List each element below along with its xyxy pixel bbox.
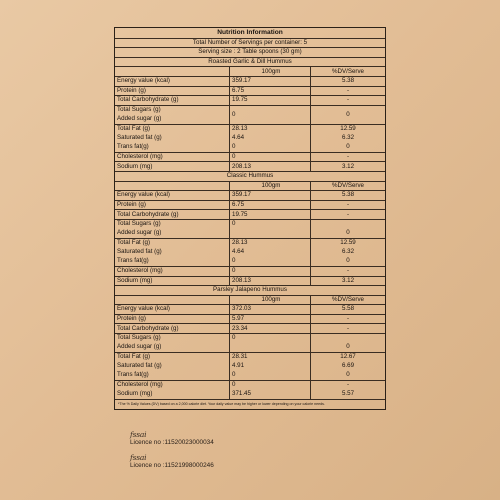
value-100g: 359.17 bbox=[230, 191, 311, 200]
licence-entry bbox=[130, 430, 214, 448]
section-name: Classic Hummus bbox=[226, 172, 274, 180]
table-row-group bbox=[115, 333, 385, 352]
licence-number: Licence no :11520023000034 bbox=[130, 439, 214, 446]
value-dv: - bbox=[346, 96, 350, 104]
nutrient-label: Cholesterol (mg) bbox=[115, 153, 230, 162]
nutrient-label: Energy value (kcal) bbox=[115, 191, 230, 200]
value-dv: 6.69 bbox=[341, 362, 355, 370]
table-row-group bbox=[115, 124, 385, 152]
value-100g: 6.75 bbox=[230, 201, 311, 210]
nutrient-label: Total Fat (g) bbox=[117, 353, 151, 361]
servings-row bbox=[115, 38, 385, 48]
value-dv: 0 bbox=[346, 371, 350, 379]
nutrient-label: Sodium (mg) bbox=[115, 162, 230, 171]
value-100g: 19.75 bbox=[230, 96, 311, 105]
header-blank bbox=[115, 182, 230, 191]
value-100g: 359.17 bbox=[230, 77, 311, 86]
value-dv: 0 bbox=[346, 229, 350, 237]
table-row bbox=[115, 86, 385, 96]
section-name: Roasted Garlic & Dill Hummus bbox=[208, 57, 292, 65]
table-row bbox=[115, 76, 385, 86]
table-row-group bbox=[115, 219, 385, 238]
value-100g: 208.13 bbox=[230, 277, 311, 286]
value-dv: 5.38 bbox=[341, 191, 355, 199]
section-name-row bbox=[115, 285, 385, 295]
table-row bbox=[115, 314, 385, 324]
value-100g: 4.64 bbox=[232, 248, 245, 256]
table-row bbox=[115, 304, 385, 314]
nutrient-label: Total Fat (g) bbox=[117, 125, 151, 133]
table-row-group bbox=[115, 238, 385, 266]
section-name-row bbox=[115, 171, 385, 181]
nutrient-label: Protein (g) bbox=[115, 87, 230, 96]
value-100g-blank bbox=[232, 343, 310, 352]
nutrient-label: Total Sugars (g) bbox=[117, 220, 161, 228]
table-row-group bbox=[115, 352, 385, 380]
header-dv: %DV/Serve bbox=[332, 181, 364, 189]
value-100g: 208.13 bbox=[230, 162, 311, 171]
value-dv: 6.32 bbox=[341, 134, 355, 142]
footnote: *The % Daily Values (DV) based on a 2,000 calorie diet. Your daily value may be higher or lower depending on your calorie needs. bbox=[115, 399, 385, 409]
value-100g: 372.03 bbox=[230, 305, 311, 314]
table-row bbox=[115, 323, 385, 333]
value-100g: 0 bbox=[230, 153, 311, 162]
value-dv: 12.59 bbox=[340, 239, 356, 247]
nutrient-label: Cholesterol (mg) bbox=[117, 381, 163, 389]
table-row-group bbox=[115, 380, 385, 399]
table-row bbox=[115, 266, 385, 276]
value-100g: 4.91 bbox=[232, 362, 245, 370]
value-dv: - bbox=[346, 324, 350, 332]
header-100g: 100gm bbox=[230, 296, 311, 305]
value-dv: 0 bbox=[346, 257, 350, 265]
table-title: Nutrition Information bbox=[217, 28, 283, 36]
column-header-row bbox=[115, 66, 385, 76]
nutrient-label: Trans fat(g) bbox=[117, 143, 149, 151]
table-row bbox=[115, 276, 385, 286]
value-100g: 28.13 bbox=[232, 239, 248, 247]
table-row bbox=[115, 152, 385, 162]
table-row bbox=[115, 161, 385, 171]
value-100g: 0 bbox=[232, 220, 236, 228]
value-dv: - bbox=[346, 86, 350, 94]
nutrient-label: Protein (g) bbox=[115, 315, 230, 324]
nutrient-label: Trans fat(g) bbox=[117, 371, 149, 379]
value-dv: 12.67 bbox=[340, 353, 356, 361]
value-dv: 0 bbox=[346, 343, 350, 351]
nutrient-label: Added sugar (g) bbox=[117, 343, 162, 351]
nutrient-label: Total Carbohydrate (g) bbox=[115, 96, 230, 105]
nutrient-label: Added sugar (g) bbox=[117, 115, 162, 123]
value-100g: 4.64 bbox=[232, 134, 245, 142]
value-100g: 28.31 bbox=[232, 353, 248, 361]
table-row bbox=[115, 190, 385, 200]
value-dv: 5.38 bbox=[341, 77, 355, 85]
value-100g: 6.75 bbox=[230, 87, 311, 96]
nutrient-label: Protein (g) bbox=[115, 201, 230, 210]
value-100g: 23.34 bbox=[230, 324, 311, 333]
nutrient-label: Trans fat(g) bbox=[117, 257, 149, 265]
column-header-row bbox=[115, 295, 385, 305]
nutrient-label: Cholesterol (mg) bbox=[115, 267, 230, 276]
column-header-row bbox=[115, 181, 385, 191]
value-100g: 0 bbox=[232, 334, 236, 342]
section-name: Parsley Jalapeno Hummus bbox=[213, 286, 287, 294]
header-dv: %DV/Serve bbox=[332, 67, 364, 75]
value-dv: 5.57 bbox=[341, 390, 355, 398]
value-dv: - bbox=[346, 315, 350, 323]
nutrient-label: Sodium (mg) bbox=[115, 277, 230, 286]
nutrient-label: Total Carbohydrate (g) bbox=[115, 324, 230, 333]
value-dv: 12.59 bbox=[340, 125, 356, 133]
fssai-logo-icon: fssai bbox=[130, 453, 147, 462]
licence-number: Licence no :11521998000246 bbox=[130, 462, 214, 469]
nutrient-label: Saturated fat (g) bbox=[117, 362, 162, 370]
serving-size-row bbox=[115, 47, 385, 57]
header-100g: 100gm bbox=[230, 182, 311, 191]
nutrient-label: Saturated fat (g) bbox=[117, 248, 162, 256]
value-dv: 5.58 bbox=[341, 305, 355, 313]
header-blank bbox=[115, 67, 230, 76]
value-100g-blank bbox=[232, 229, 310, 238]
nutrient-label: Energy value (kcal) bbox=[115, 305, 230, 314]
serving-size-text: Serving size : 2 Table spoons (30 gm) bbox=[198, 48, 302, 56]
header-dv: %DV/Serve bbox=[332, 295, 364, 303]
value-dv: 3.12 bbox=[341, 162, 355, 170]
header-blank bbox=[115, 296, 230, 305]
value-dv: 3.12 bbox=[341, 276, 355, 284]
value-100g: 371.45 bbox=[232, 390, 251, 398]
servings-text: Total Number of Servings per container: 5 bbox=[192, 38, 308, 46]
table-title-row bbox=[115, 28, 385, 38]
nutrient-label: Total Carbohydrate (g) bbox=[115, 210, 230, 219]
value-dv: 6.32 bbox=[341, 248, 355, 256]
fssai-logo-icon: fssai bbox=[130, 430, 147, 439]
nutrition-table bbox=[114, 27, 386, 410]
value-dv: 0 bbox=[346, 143, 350, 151]
nutrient-label: Energy value (kcal) bbox=[115, 77, 230, 86]
section-name-row bbox=[115, 57, 385, 67]
value-100g: 0 bbox=[232, 371, 236, 379]
table-row bbox=[115, 209, 385, 219]
value-dv: - bbox=[346, 267, 350, 275]
value-dv: - bbox=[346, 381, 350, 389]
table-row bbox=[115, 200, 385, 210]
nutrient-label: Total Fat (g) bbox=[117, 239, 151, 247]
table-row bbox=[115, 95, 385, 105]
value-100g: 0 bbox=[232, 110, 236, 118]
value-100g: 0 bbox=[232, 257, 236, 265]
licence-block bbox=[130, 430, 214, 476]
nutrient-label: Total Sugars (g) bbox=[117, 106, 161, 114]
value-dv: - bbox=[346, 200, 350, 208]
nutrient-label: Total Sugars (g) bbox=[117, 334, 161, 342]
value-100g: 5.97 bbox=[230, 315, 311, 324]
value-100g: 19.75 bbox=[230, 210, 311, 219]
nutrient-label: Saturated fat (g) bbox=[117, 134, 162, 142]
value-100g: 0 bbox=[230, 267, 311, 276]
value-dv: - bbox=[346, 210, 350, 218]
licence-entry bbox=[130, 453, 214, 471]
nutrient-label: Added sugar (g) bbox=[117, 229, 162, 237]
table-row-group bbox=[115, 105, 385, 124]
nutrient-label: Sodium (mg) bbox=[117, 390, 153, 398]
header-100g: 100gm bbox=[230, 67, 311, 76]
value-100g: 0 bbox=[232, 143, 236, 151]
value-dv: 0 bbox=[346, 110, 350, 118]
value-100g: 28.13 bbox=[232, 125, 248, 133]
value-dv: - bbox=[346, 152, 350, 160]
value-100g: 0 bbox=[232, 381, 236, 389]
